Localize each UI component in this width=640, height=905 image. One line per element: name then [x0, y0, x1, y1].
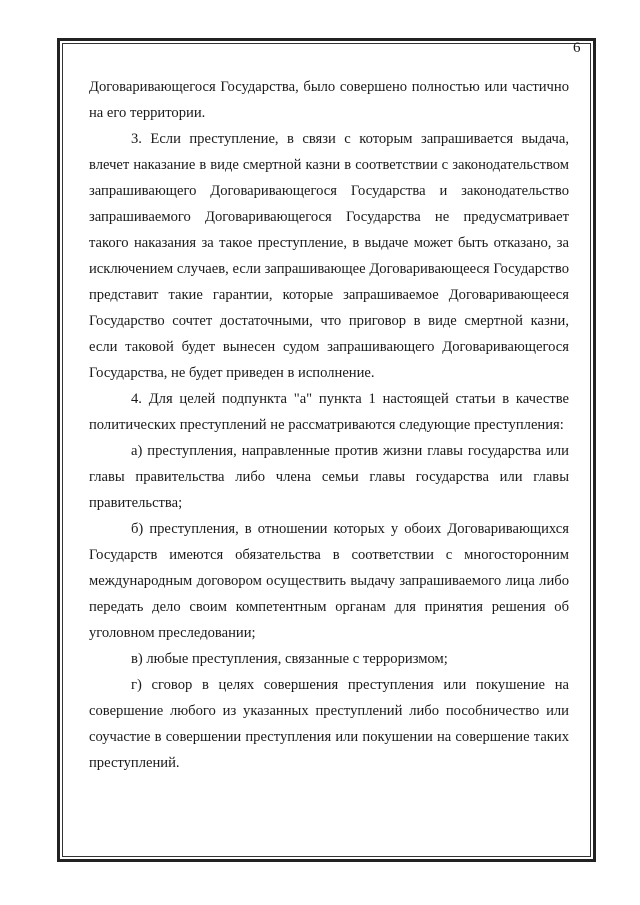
subparagraph-g: г) сговор в целях совершения преступления или покушение на совершение любого из указанных преступлений либо пособничество или соучастие в совершении преступления или покушении на совершение таких преступлений. [89, 677, 569, 771]
page-number: 6 [573, 40, 581, 56]
subparagraph-a: а) преступления, направленные против жизни главы государства или главы правительства либо члена семьи главы государства или главы правительства; [89, 443, 569, 511]
subparagraph-v: в) любые преступления, связанные с терроризмом; [131, 651, 448, 667]
paragraph-item-3: 3. Если преступление, в связи с которым запрашивается выдача, влечет наказание в виде смертной казни в соответствии с законодательством запрашивающего Договаривающегося Государства и законодательство запрашиваемого Договаривающегося Государства не предусматривает такого наказания за такое преступление, в выдаче может быть отказано, за исключением случаев, если запрашивающее Договаривающееся Государство представит такие гарантии, которые запрашиваемое Договаривающееся Государство сочтет достаточными, что приговор в виде смертной казни, если таковой будет вынесен судом запрашивающего Договаривающегося Государства, не будет приведен в исполнение. [89, 131, 569, 381]
paragraph-continuation: Договаривающегося Государства, было совершено полностью или частично на его территории. [89, 79, 569, 121]
document-body [89, 74, 569, 776]
subparagraph-b: б) преступления, в отношении которых у обоих Договаривающихся Государств имеются обязательства в соответствии с многосторонним международным договором осуществить выдачу запрашиваемого лица либо передать дело своим компетентным органам для принятия решения об уголовном преследовании; [89, 521, 569, 641]
paragraph-item-4: 4. Для целей подпункта "а" пункта 1 настоящей статьи в качестве политических преступлений не рассматриваются следующие преступления: [89, 391, 569, 433]
